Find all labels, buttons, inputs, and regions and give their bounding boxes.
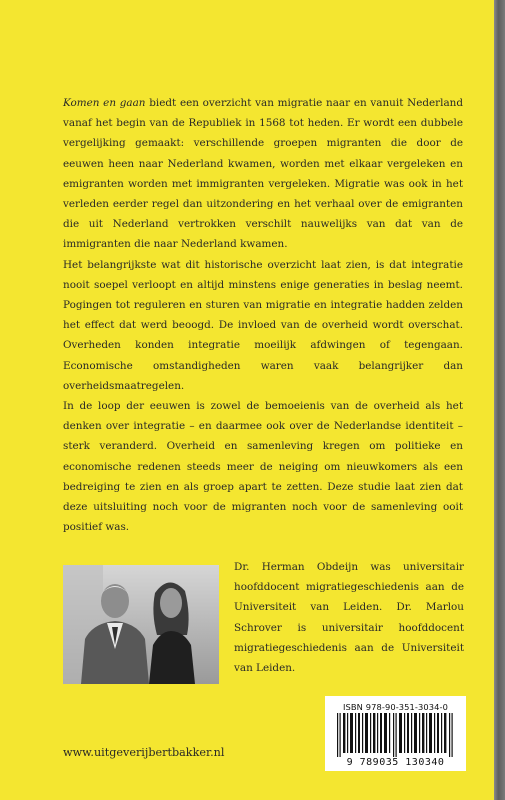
isbn-label: ISBN 978-90-351-3034-0 bbox=[342, 702, 449, 712]
author-bio: Dr. Herman Obdeijn was universitair hoofddocent migratiegeschiedenis aan de Universiteit van Leiden. Dr. Marlou Schrover is universitair hoofddocent migratiegeschiedenis aan de Universiteit van Leiden. bbox=[234, 561, 464, 675]
barcode bbox=[325, 696, 466, 771]
blurb-paragraph-1-body: biedt een overzicht van migratie naar en vanuit Nederland vanaf het begin van de Republiek in 1568 tot heden. Er wordt een dubbele vergelijking gemaakt: verschillende groepen migranten die door de eeuwen heen naar Nederland kwamen, worden met elkaar vergeleken en emigranten worden met immigranten vergeleken. Migratie was ook in het verleden eerder regel dan uitzondering en het verhaal over de emigranten die uit Nederland vertrokken verschilt nauwelijks van dat van de immigranten die naar Nederland kwamen. bbox=[63, 97, 463, 251]
blurb-paragraph-3: In de loop der eeuwen is zowel de bemoeienis van de overheid als het denken over integratie – en daarmee ook over de Nederlandse identiteit – sterk veranderd. Overheid en samenleving kregen om politieke en economische redenen steeds meer de neiging om nieuwkomers als een bedreiging te zien en als groep apart te zetten. Deze studie laat zien dat deze uitsluiting noch voor de migranten noch voor de samenleving ooit positief was. bbox=[63, 400, 463, 534]
author-photo bbox=[63, 565, 219, 684]
blurb-paragraph-1 bbox=[63, 93, 463, 255]
book-title-italic: Komen en gaan bbox=[63, 97, 146, 109]
barcode-number: 9 789035 130340 bbox=[346, 757, 445, 768]
barcode-bars bbox=[335, 713, 456, 757]
blurb-text bbox=[63, 93, 463, 537]
page-edge bbox=[494, 0, 505, 800]
publisher-website: www.uitgeverijbertbakker.nl bbox=[63, 746, 225, 759]
blurb-paragraph-2: Het belangrijkste wat dit historische overzicht laat zien, is dat integratie nooit soepel verloopt en altijd minstens enige generaties in beslag neemt. Pogingen tot reguleren en sturen van migratie en integratie hadden zelden het effect dat werd beoogd. De invloed van de overheid wordt overschat. Overheden konden integratie moeilijk afdwingen of tegengaan. Economische omstandigheden waren vaak belangrijker dan overheidsmaatregelen. bbox=[63, 258, 463, 392]
